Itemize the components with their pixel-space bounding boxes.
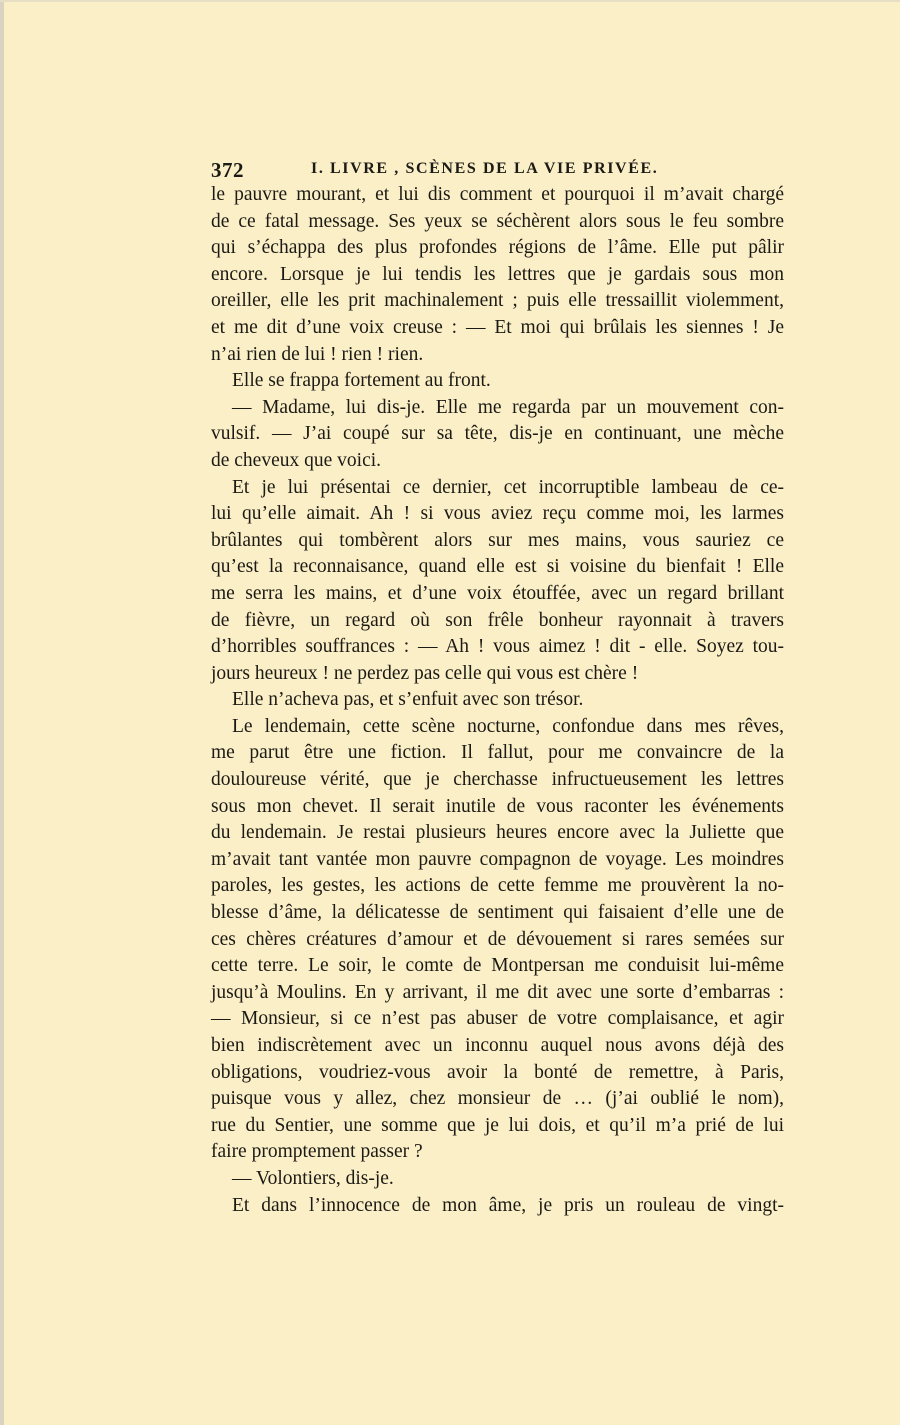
text-line: de ce fatal message. Ses yeux se séchèrent alors sous le feu sombre <box>211 210 784 232</box>
text-line: — Madame, lui dis-je. Elle me regarda par un mouvement con- <box>232 396 784 418</box>
text-line: de fièvre, un regard où son frêle bonheur rayonnait à travers <box>211 609 784 631</box>
text-line: m’avait tant vantée mon pauvre compagnon de voyage. Les moindres <box>211 848 784 870</box>
text-line: oreiller, elle les prit machinalement ; puis elle tressaillit violemment, <box>211 290 784 312</box>
text-line: vulsif. — J’ai coupé sur sa tête, dis-je en continuant, une mèche <box>211 423 784 445</box>
scan-edge-top <box>0 0 900 2</box>
text-line: Elle n’acheva pas, et s’enfuit avec son trésor. <box>232 689 584 711</box>
text-line: ces chères créatures d’amour et de dévouement si rares semées sur <box>211 928 784 950</box>
text-line: faire promptement passer ? <box>211 1141 423 1163</box>
text-line: sous mon chevet. Il serait inutile de vous raconter les événements <box>211 795 784 817</box>
text-line: Et je lui présentai ce dernier, cet incorruptible lambeau de ce- <box>232 476 784 498</box>
text-line: qui s’échappa des plus profondes régions de l’âme. Elle put pâlir <box>211 237 784 259</box>
running-head: I. LIVRE , SCÈNES DE LA VIE PRIVÉE. <box>311 160 659 177</box>
body-text <box>211 182 784 1219</box>
text-line: d’horribles souffrances : — Ah ! vous aimez ! dit - elle. Soyez tou- <box>211 636 784 658</box>
text-line: obligations, voudriez-vous avoir la bonté de remettre, à Paris, <box>211 1061 784 1083</box>
text-line: paroles, les gestes, les actions de cette femme me prouvèrent la no- <box>211 875 784 897</box>
text-line: encore. Lorsque je lui tendis les lettres que je gardais sous mon <box>211 263 784 285</box>
text-line: et me dit d’une voix creuse : — Et moi qui brûlais les siennes ! Je <box>211 316 784 338</box>
page-header <box>211 152 784 182</box>
text-line: Et dans l’innocence de mon âme, je pris un rouleau de vingt- <box>232 1194 784 1216</box>
text-line: — Volontiers, dis-je. <box>232 1167 394 1189</box>
text-line: brûlantes qui tombèrent alors sur mes mains, vous sauriez ce <box>211 529 784 551</box>
text-line: du lendemain. Je restai plusieurs heures encore avec la Juliette que <box>211 822 784 844</box>
text-line: Le lendemain, cette scène nocturne, confondue dans mes rêves, <box>232 715 784 737</box>
text-line: Elle se frappa fortement au front. <box>232 370 491 392</box>
text-line: le pauvre mourant, et lui dis comment et pourquoi il m’avait chargé <box>211 184 784 205</box>
scan-edge-left <box>0 0 4 1425</box>
text-line: rue du Sentier, une somme que je lui dois, et qu’il m’a prié de lui <box>211 1114 784 1136</box>
text-line: cette terre. Le soir, le comte de Montpersan me conduisit lui-même <box>211 955 784 977</box>
text-line: jusqu’à Moulins. En y arrivant, il me dit avec une sorte d’embarras : <box>211 981 784 1003</box>
book-page <box>211 152 784 1219</box>
text-line: puisque vous y allez, chez monsieur de … (j’ai oublié le nom), <box>211 1088 784 1110</box>
text-line: me parut être une fiction. Il fallut, pour me convaincre de la <box>211 742 784 764</box>
text-line: de cheveux que voici. <box>211 449 382 471</box>
text-line: qu’est la reconnaisance, quand elle est si voisine du bienfait ! Elle <box>211 556 784 578</box>
text-line: jours heureux ! ne perdez pas celle qui vous est chère ! <box>211 662 639 684</box>
text-line: me serra les mains, et d’une voix étouffée, avec un regard brillant <box>211 582 784 604</box>
text-line: douloureuse vérité, que je cherchasse infructueusement les lettres <box>211 769 784 791</box>
page-number: 372 <box>211 158 244 182</box>
text-line: — Monsieur, si ce n’est pas abuser de votre complaisance, et agir <box>211 1008 784 1030</box>
text-line: bien indiscrètement avec un inconnu auquel nous avons déjà des <box>211 1035 784 1056</box>
text-line: lui qu’elle aimait. Ah ! si vous aviez reçu comme moi, les larmes <box>211 503 784 525</box>
text-line: n’ai rien de lui ! rien ! rien. <box>211 343 424 365</box>
text-line: blesse d’âme, la délicatesse de sentiment qui faisaient d’elle une de <box>211 902 784 924</box>
